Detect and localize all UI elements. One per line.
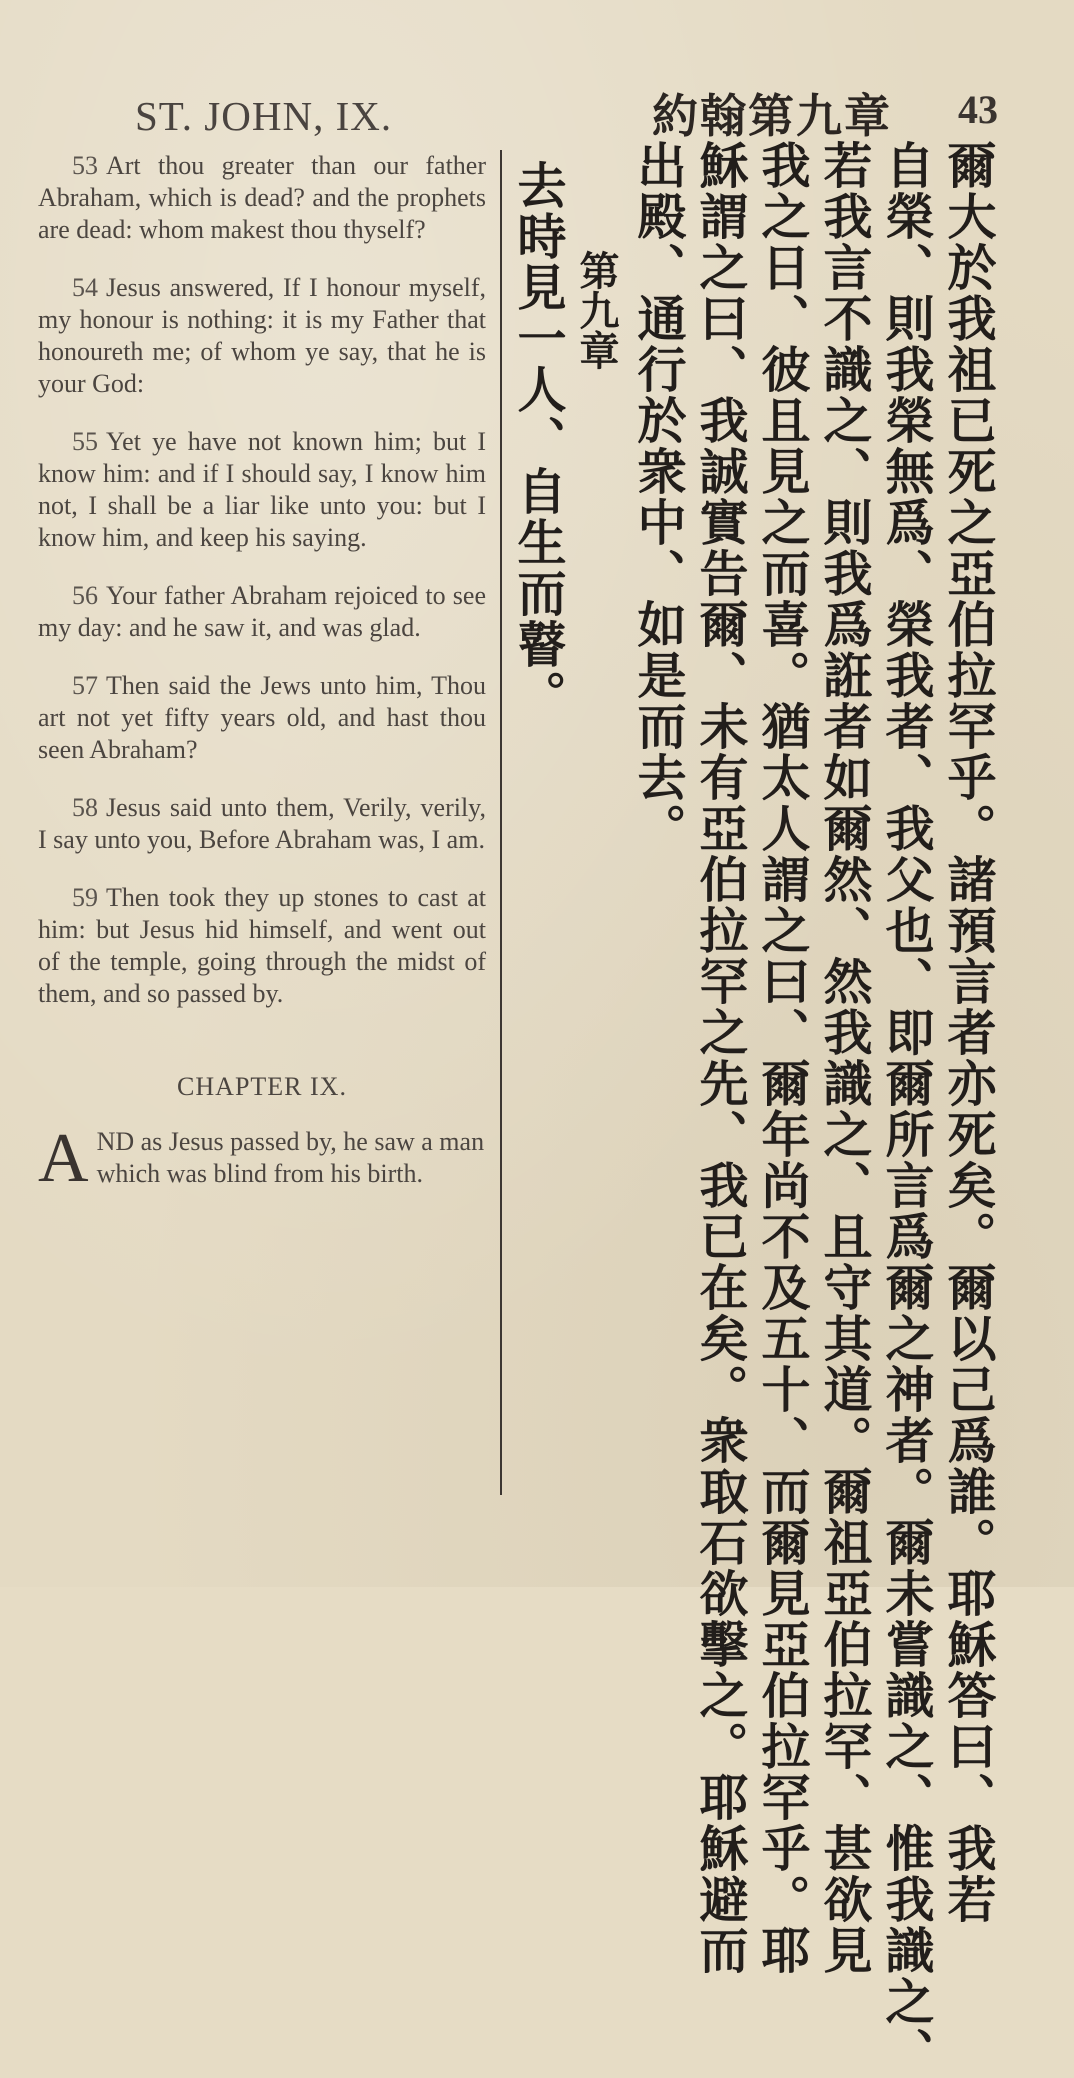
page-number: 43 [958,87,998,132]
chinese-text-area [508,140,1028,2078]
verse-53 [38,150,486,246]
verse-number: 59 [72,883,98,912]
chapter-opening-text: ND as Jesus passed by, he saw a man which was blind from his birth. [96,1127,485,1188]
verse-57 [38,670,486,766]
chapter-heading: CHAPTER IX. [177,1072,347,1101]
english-running-header: ST. JOHN, IX. [135,93,393,139]
verse-number: 54 [72,273,98,302]
verse-59 [38,882,486,1010]
verse-number: 57 [72,671,98,700]
verse-56 [38,580,486,644]
verse-number: 58 [72,793,98,822]
column-divider [500,150,502,1495]
drop-cap: A [38,1120,89,1197]
verse-text: Then took they up stones to cast at him: but Jesus hid himself, and went out of the temple, going through the midst of them, and so passed by. [38,883,486,1008]
chinese-running-header: 約翰第九章 [652,89,892,143]
chinese-column-2: 自榮、則我榮無爲、榮我者、我父也、即爾所言爲爾之神者。爾未嘗識之、惟我識之、 [878,140,935,2078]
verse-number: 55 [72,427,98,456]
verse-58 [38,792,486,856]
chinese-chapter-heading: 第九章 [573,250,619,370]
verse-54 [38,272,486,400]
verse-55 [38,426,486,554]
chinese-column-1: 爾大於我祖已死之亞伯拉罕乎。諸預言者亦死矣。爾以己爲誰。耶穌答曰、我若 [940,140,997,1925]
verse-number: 53 [72,151,98,180]
chinese-column-4: 我之日、彼且見之而喜。猶太人謂之曰、爾年尚不及五十、而爾見亞伯拉罕乎。耶 [754,140,811,1976]
verse-text: Yet ye have not known him; but I know him: and if I should say, I know him not, I shall be a liar like unto you: but I know him, and keep his saying. [38,427,486,552]
verse-text: Then said the Jews unto him, Thou art not yet fifty years old, and hast thou seen Abraham? [38,671,486,764]
verse-text: Art thou greater than our father Abraham, which is dead? and the prophets are dead: whom makest thou thyself? [38,151,486,244]
english-text-column [38,150,486,1500]
verse-text: Jesus said unto them, Verily, verily, I say unto you, Before Abraham was, I am. [38,793,486,854]
chapter-opening-paragraph [38,1120,486,1197]
chinese-column-5: 穌謂之曰、我誠實告爾、未有亞伯拉罕之先、我已在矣。衆取石欲擊之。耶穌避而 [692,140,749,1976]
verse-text: Jesus answered, If I honour myself, my honour is nothing: it is my Father that honoureth me; of whom ye say, that he is your God: [38,273,486,398]
verse-text: Your father Abraham rejoiced to see my day: and he saw it, and was glad. [38,581,486,642]
chinese-column-3: 若我言不識之、則我爲誑者如爾然、然我識之、且守其道。爾祖亞伯拉罕、甚欲見 [816,140,873,1976]
chinese-column-8: 去時見一人、自生而瞽。 [510,160,567,721]
chinese-column-6: 出殿、通行於衆中、如是而去。 [630,140,687,854]
verse-number: 56 [72,581,98,610]
